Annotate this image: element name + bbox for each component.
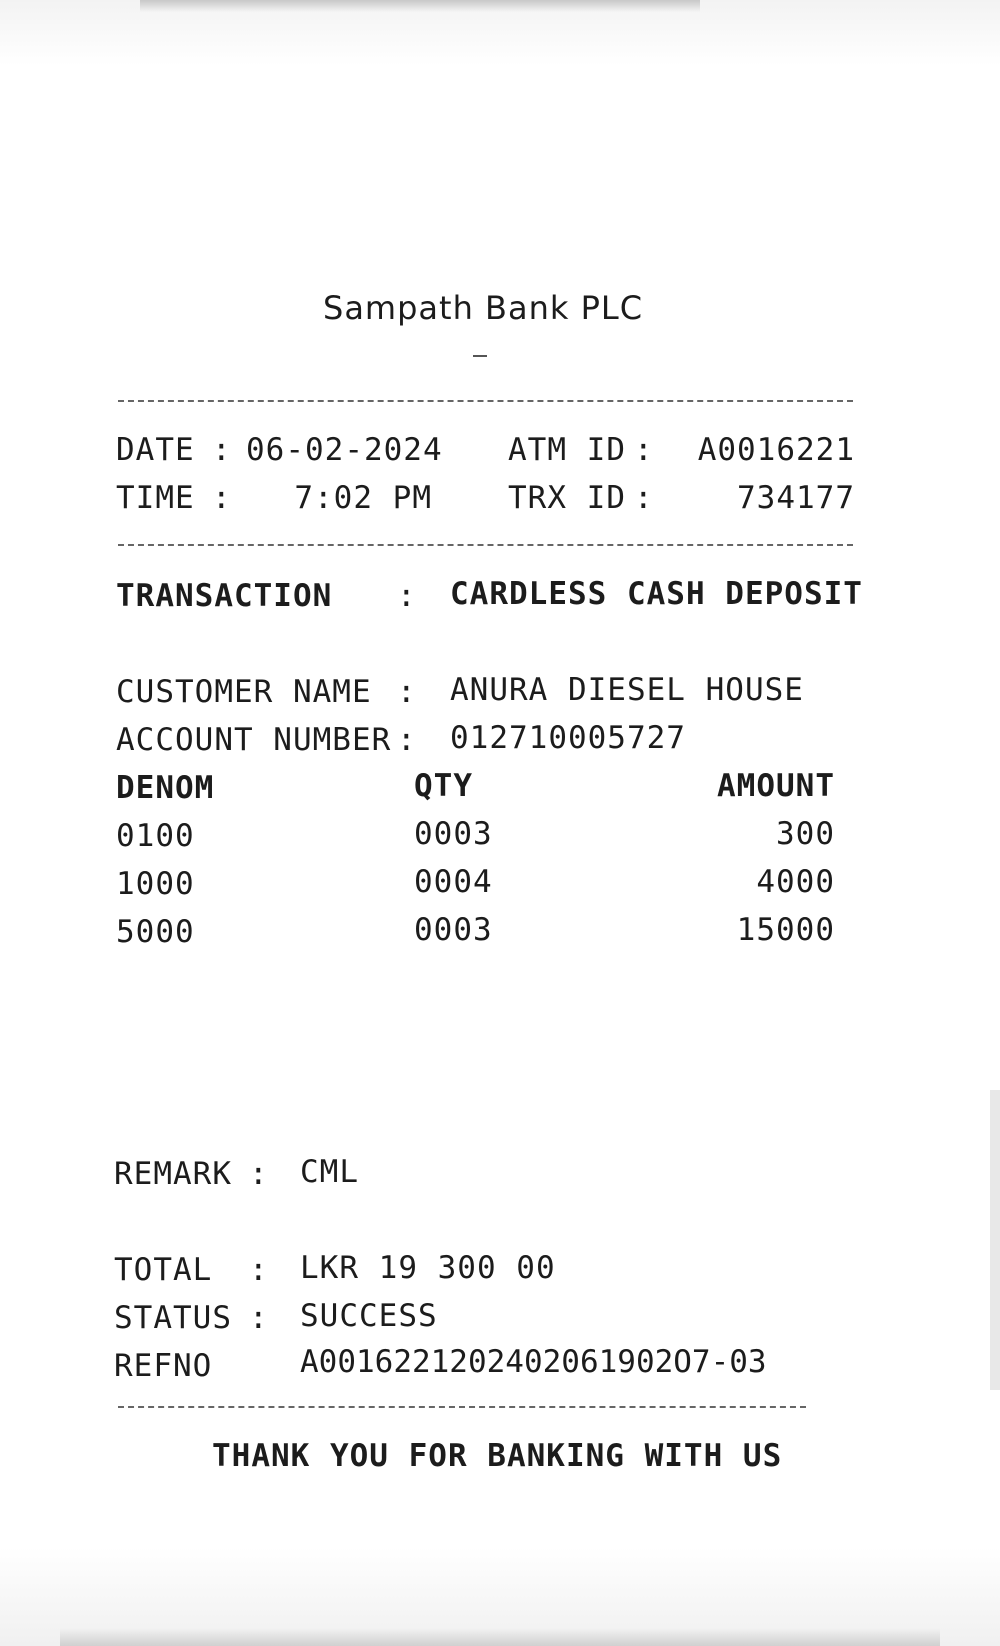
total-label: TOTAL bbox=[114, 1252, 213, 1288]
customer-name-label: CUSTOMER NAME bbox=[116, 674, 372, 710]
denom-cell: 1000 bbox=[116, 866, 195, 902]
denom-cell: 5000 bbox=[116, 914, 195, 950]
paper-shadow bbox=[990, 1090, 1000, 1390]
total-value: LKR 19 300 00 bbox=[300, 1250, 556, 1286]
status-colon: : bbox=[249, 1300, 269, 1336]
time-label: TIME bbox=[116, 480, 195, 516]
date-label: DATE bbox=[116, 432, 195, 468]
remark-colon: : bbox=[249, 1156, 269, 1192]
qty-cell: 0003 bbox=[414, 912, 493, 948]
trx-id-colon: : bbox=[634, 480, 654, 516]
amount-cell: 4000 bbox=[756, 864, 835, 900]
amount-cell: 300 bbox=[776, 816, 835, 852]
customer-name-value: ANURA DIESEL HOUSE bbox=[450, 672, 804, 708]
qty-header: QTY bbox=[414, 768, 473, 804]
customer-name-colon: : bbox=[397, 674, 417, 710]
account-number-value: 012710005727 bbox=[450, 720, 686, 756]
trx-id-label: TRX ID bbox=[508, 480, 626, 516]
qty-cell: 0003 bbox=[414, 816, 493, 852]
qty-cell: 0004 bbox=[414, 864, 493, 900]
date-colon: : bbox=[212, 432, 232, 468]
date-value: 06-02-2024 bbox=[246, 432, 443, 468]
account-number-label: ACCOUNT NUMBER bbox=[116, 722, 392, 758]
separator-middle bbox=[118, 544, 853, 546]
separator-bottom bbox=[118, 1406, 806, 1408]
denom-cell: 0100 bbox=[116, 818, 195, 854]
refno-label: REFNO bbox=[114, 1348, 213, 1384]
separator-top bbox=[118, 400, 853, 402]
transaction-label: TRANSACTION bbox=[116, 578, 333, 614]
trx-id-value: 734177 bbox=[737, 480, 855, 516]
remark-value: CML bbox=[300, 1154, 359, 1190]
atm-id-value: A0016221 bbox=[697, 432, 855, 468]
remark-label: REMARK bbox=[114, 1156, 232, 1192]
torn-edge-bottom bbox=[60, 1628, 940, 1646]
amount-cell: 15000 bbox=[736, 912, 835, 948]
status-label: STATUS bbox=[114, 1300, 232, 1336]
footer-message: THANK YOU FOR BANKING WITH US bbox=[212, 1438, 783, 1474]
account-number-colon: : bbox=[397, 722, 417, 758]
atm-id-label: ATM ID bbox=[508, 432, 626, 468]
bank-name: Sampath Bank PLC bbox=[323, 289, 644, 327]
header-tick bbox=[473, 355, 487, 357]
total-colon: : bbox=[249, 1252, 269, 1288]
refno-value: A0016221202402061902O7-03 bbox=[300, 1344, 767, 1380]
amount-header: AMOUNT bbox=[717, 768, 835, 804]
torn-edge-top bbox=[140, 0, 700, 12]
atm-id-colon: : bbox=[634, 432, 654, 468]
denom-header: DENOM bbox=[116, 770, 215, 806]
time-value: 7:02 PM bbox=[294, 480, 432, 516]
transaction-value: CARDLESS CASH DEPOSIT bbox=[450, 576, 863, 612]
status-value: SUCCESS bbox=[300, 1298, 438, 1334]
transaction-colon: : bbox=[397, 578, 417, 614]
time-colon: : bbox=[212, 480, 232, 516]
